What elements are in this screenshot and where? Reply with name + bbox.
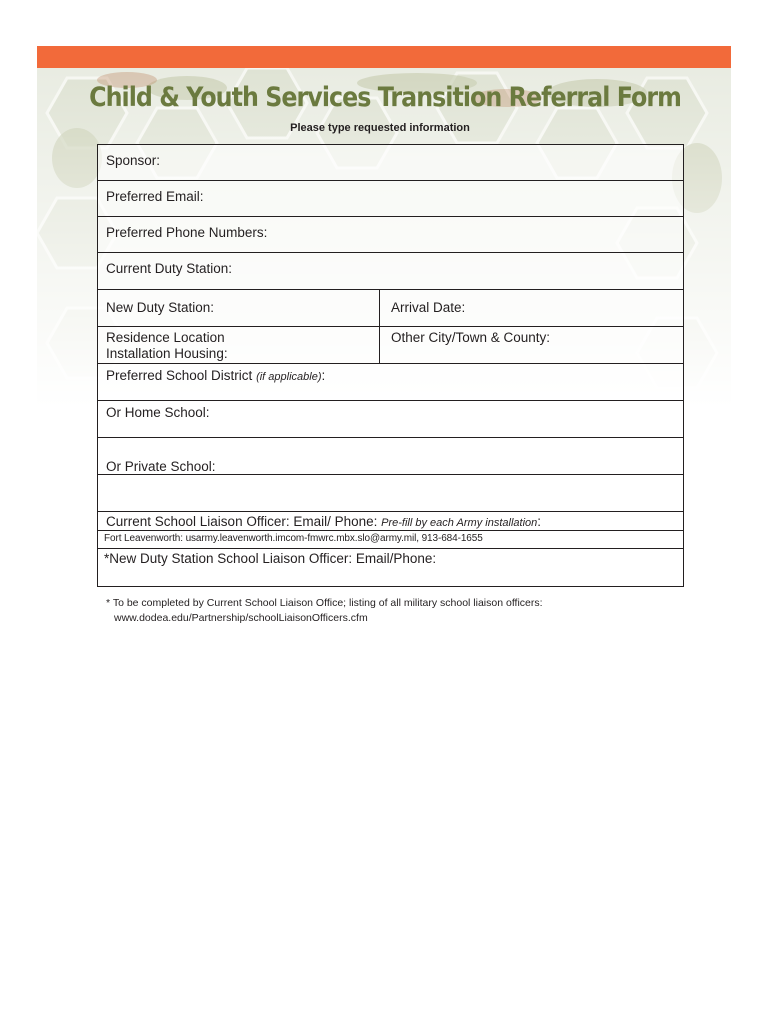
preferred-phone-label: Preferred Phone Numbers:	[106, 225, 268, 240]
new-slo-label: *New Duty Station School Liaison Officer: Email/Phone:	[104, 551, 437, 566]
new-slo-field[interactable]	[98, 549, 683, 586]
page-subtitle: Please type requested information	[290, 122, 470, 134]
footnote-link[interactable]: www.dodea.edu/Partnership/schoolLiaisonOfficers.cfm	[114, 612, 368, 624]
page-title: Child & Youth Services Transition Referral Form	[89, 82, 681, 113]
current-slo-colon: :	[537, 514, 542, 529]
private-school-label: Or Private School:	[106, 459, 216, 474]
new-duty-station-field[interactable]	[98, 290, 380, 326]
duty-arrival-row	[98, 290, 683, 327]
residence-location-label	[106, 330, 228, 362]
installation-housing-text: Installation Housing:	[106, 346, 228, 361]
preferred-email-label: Preferred Email:	[106, 189, 204, 204]
home-school-label: Or Home School:	[106, 405, 210, 420]
arrival-date-label: Arrival Date:	[391, 300, 466, 315]
residence-location-field[interactable]	[98, 327, 380, 363]
referral-form	[97, 144, 684, 587]
preferred-school-district-colon: :	[321, 368, 326, 383]
current-slo-label	[106, 514, 541, 529]
private-school-field[interactable]	[98, 438, 683, 475]
fort-leavenworth-contact: Fort Leavenworth: usarmy.leavenworth.imcom-fmwrc.mbx.slo@army.mil, 913-684-1655	[104, 533, 483, 544]
current-slo-text: Current School Liaison Officer: Email/ Phone:	[106, 514, 378, 529]
sponsor-field[interactable]	[98, 145, 683, 181]
private-school-entry[interactable]	[98, 475, 683, 512]
if-applicable-note: (if applicable)	[256, 371, 322, 383]
fort-leavenworth-row	[98, 531, 683, 549]
residence-row	[98, 327, 683, 364]
new-duty-station-label: New Duty Station:	[106, 300, 215, 315]
current-slo-field[interactable]	[98, 512, 683, 531]
footnote	[106, 596, 543, 626]
preferred-school-district-field[interactable]	[98, 364, 683, 401]
residence-location-text: Residence Location	[106, 330, 225, 345]
preferred-email-field[interactable]	[98, 181, 683, 217]
preferred-phone-field[interactable]	[98, 217, 683, 253]
current-duty-station-label: Current Duty Station:	[106, 261, 233, 276]
arrival-date-field[interactable]	[380, 290, 683, 326]
preferred-school-district-label	[106, 368, 325, 383]
current-duty-station-field[interactable]	[98, 253, 683, 290]
sponsor-label: Sponsor:	[106, 153, 161, 168]
other-city-label: Other City/Town & County:	[391, 330, 551, 345]
footnote-line1: * To be completed by Current School Liaison Office; listing of all military school liaison officers:	[106, 597, 543, 609]
preferred-school-district-text: Preferred School District	[106, 368, 253, 383]
other-city-field[interactable]	[380, 327, 683, 363]
header-accent-bar	[37, 46, 731, 68]
home-school-field[interactable]	[98, 401, 683, 438]
pre-fill-note: Pre-fill by each Army installation	[381, 517, 538, 529]
